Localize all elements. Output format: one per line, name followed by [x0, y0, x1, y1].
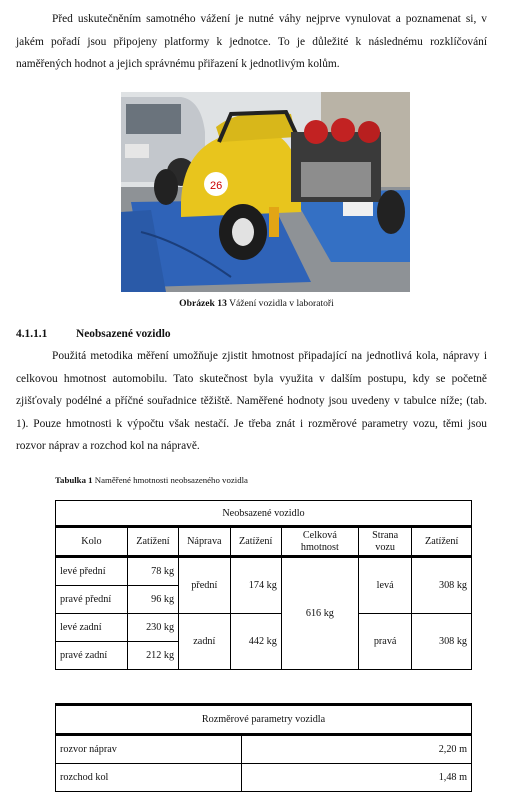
- figure-caption-text: Vážení vozidla v laboratoři: [229, 298, 334, 309]
- side-name: levá: [358, 557, 411, 614]
- wheel-load: 230 kg: [127, 614, 178, 642]
- wheel-load: 78 kg: [127, 557, 178, 586]
- wheel-load: 212 kg: [127, 642, 178, 670]
- svg-text:26: 26: [210, 180, 223, 192]
- section-title: Neobsazené vozidlo: [76, 328, 171, 340]
- header-zatizeni-strana: Zatížení: [412, 527, 472, 557]
- header-naprava: Náprava: [179, 527, 230, 557]
- wheel-load: 96 kg: [127, 586, 178, 614]
- dimension-label: rozchod kol: [56, 764, 242, 792]
- weights-table: [55, 500, 472, 670]
- wheel-name: levé zadní: [56, 614, 128, 642]
- table-caption: [55, 475, 248, 485]
- wheel-name: pravé zadní: [56, 642, 128, 670]
- side-load: 308 kg: [412, 614, 472, 670]
- dimension-value: 1,48 m: [242, 764, 472, 792]
- table-label: Tabulka 1: [55, 475, 93, 485]
- axle-name: zadní: [179, 614, 230, 670]
- side-load: 308 kg: [412, 557, 472, 614]
- table-caption-text: Naměřené hmotnosti neobsazeného vozidla: [94, 475, 248, 485]
- dimension-label: rozvor náprav: [56, 735, 242, 764]
- header-zatizeni-naprava: Zatížení: [230, 527, 281, 557]
- header-celkova-hmotnost: Celková hmotnost: [281, 527, 358, 557]
- axle-name: přední: [179, 557, 230, 614]
- figure-caption: [0, 298, 513, 309]
- intro-paragraph: Před uskutečněním samotného vážení je nutné váhy nejprve vynulovat a poznamenat si, v jakém pořadí jsou připojeny platformy k jednotce. To je důležité k následnému rozklíčování naměřených hodnot a jejich správnému přiřazení k jednotlivým kolům.: [16, 13, 487, 70]
- vehicle-weighing-photo: [121, 92, 410, 292]
- figure-label: Obrázek 13: [179, 298, 227, 309]
- dimension-value: 2,20 m: [242, 735, 472, 764]
- vehicle-photo-image: [121, 92, 410, 292]
- section-heading: [16, 328, 171, 340]
- axle-load: 174 kg: [230, 557, 281, 614]
- dimensions-title: Rozměrové parametry vozidla: [56, 705, 472, 735]
- section-number: 4.1.1.1: [16, 328, 48, 340]
- table-title: Neobsazené vozidlo: [56, 501, 472, 527]
- total-weight: 616 kg: [281, 557, 358, 670]
- dimensions-table: [55, 703, 472, 792]
- header-strana-vozu: Strana vozu: [358, 527, 411, 557]
- axle-load: 442 kg: [230, 614, 281, 670]
- header-zatizeni-kolo: Zatížení: [127, 527, 178, 557]
- header-kolo: Kolo: [56, 527, 128, 557]
- body-paragraph: Použitá metodika měření umožňuje zjistit hmotnost připadající na jednotlivá kola, nápravy i celkovou hmotnost automobilu. Tato skutečnost byla využita v dalším postupu, kdy se početně zjišťovaly podélné a příčné souřadnice těžiště. Naměřené hodnoty jsou uvedeny v tabulce níže; (tab. 1). Pouze hmotnosti k výpočtu však nestačí. Je třeba znát i rozměrové parametry vozu, těmi jsou rozvor náprav a rozchod kol na nápravě.: [16, 350, 487, 452]
- side-name: pravá: [358, 614, 411, 670]
- wheel-name: pravé přední: [56, 586, 128, 614]
- wheel-name: levé přední: [56, 557, 128, 586]
